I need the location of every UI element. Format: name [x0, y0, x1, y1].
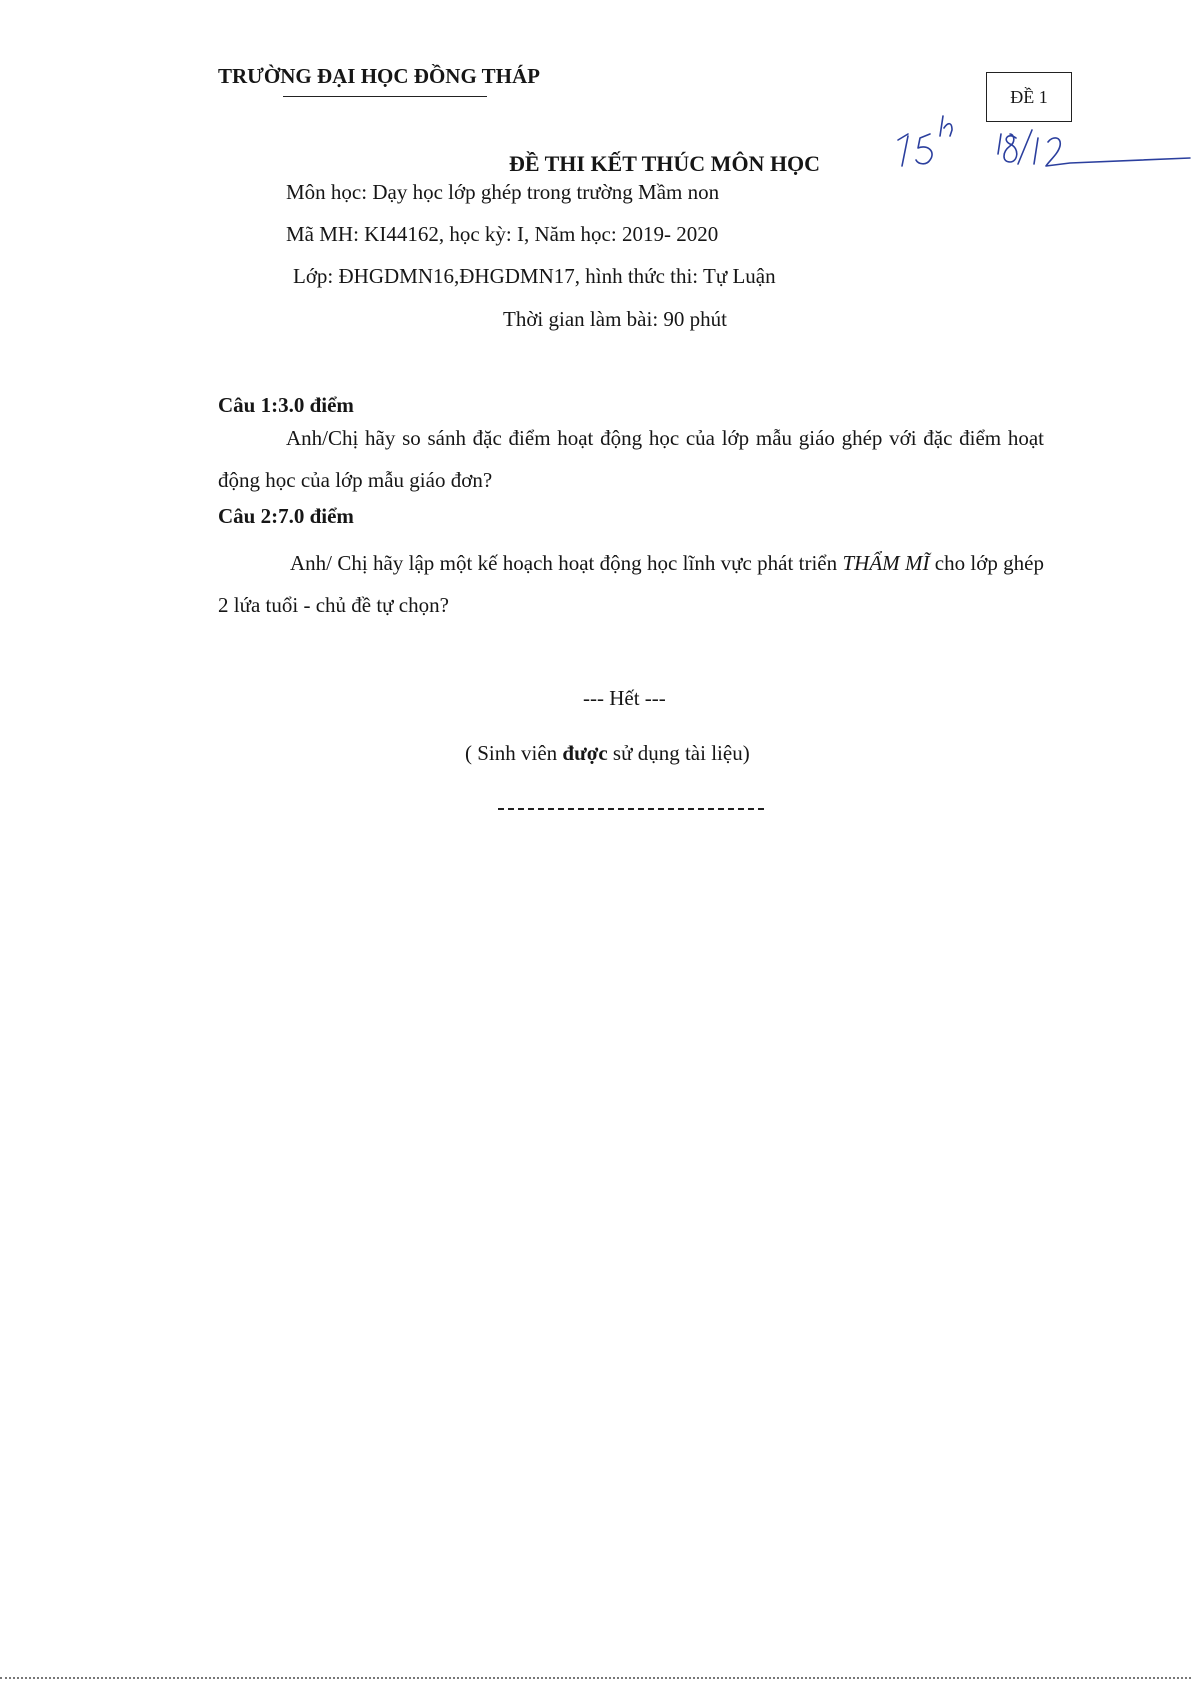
materials-note-end: sử dụng tài liệu)	[607, 741, 750, 765]
question-2-heading: Câu 2:7.0 điểm	[218, 504, 354, 528]
materials-note	[465, 741, 750, 766]
school-name: TRƯỜNG ĐẠI HỌC ĐỒNG THÁP	[218, 64, 541, 88]
scan-bottom-edge	[0, 1677, 1191, 1679]
question-2-body	[218, 542, 1044, 626]
materials-note-bold: được	[562, 741, 608, 765]
exam-title	[0, 151, 1191, 177]
class-line: Lớp: ĐHGDMN16,ĐHGDMN17, hình thức thi: Tự Luận	[293, 264, 776, 288]
question-1-heading: Câu 1:3.0 điểm	[218, 393, 354, 417]
handwritten-note-icon	[890, 100, 1191, 200]
end-marker: --- Hết ---	[583, 686, 666, 710]
exam-title-text: ĐỀ THI KẾT THÚC MÔN HỌC	[508, 151, 821, 176]
course-code-line: Mã MH: KI44162, học kỳ: I, Năm học: 2019- 2020	[286, 222, 719, 246]
question-2-emphasis: THẨM MĨ	[842, 551, 930, 575]
question-1-body: Anh/Chị hãy so sánh đặc điểm hoạt động học của lớp mẫu giáo ghép với đặc điểm hoạt động học của lớp mẫu giáo đơn?	[218, 426, 1044, 492]
question-2-text-end: cho lớp ghép 2 lứa tuổi - chủ đề tự chọn?	[218, 551, 1045, 617]
dashed-divider	[498, 808, 764, 810]
subject-line: Môn học: Dạy học lớp ghép trong trường Mầm non	[286, 180, 720, 204]
question-2-text-start: Anh/ Chị hãy lập một kế hoạch hoạt động học lĩnh vực phát triển	[290, 551, 843, 575]
school-underline	[283, 96, 487, 97]
duration-line: Thời gian làm bài: 90 phút	[503, 307, 727, 331]
exam-code: ĐỀ 1	[1010, 86, 1048, 107]
materials-note-start: ( Sinh viên	[465, 741, 563, 765]
